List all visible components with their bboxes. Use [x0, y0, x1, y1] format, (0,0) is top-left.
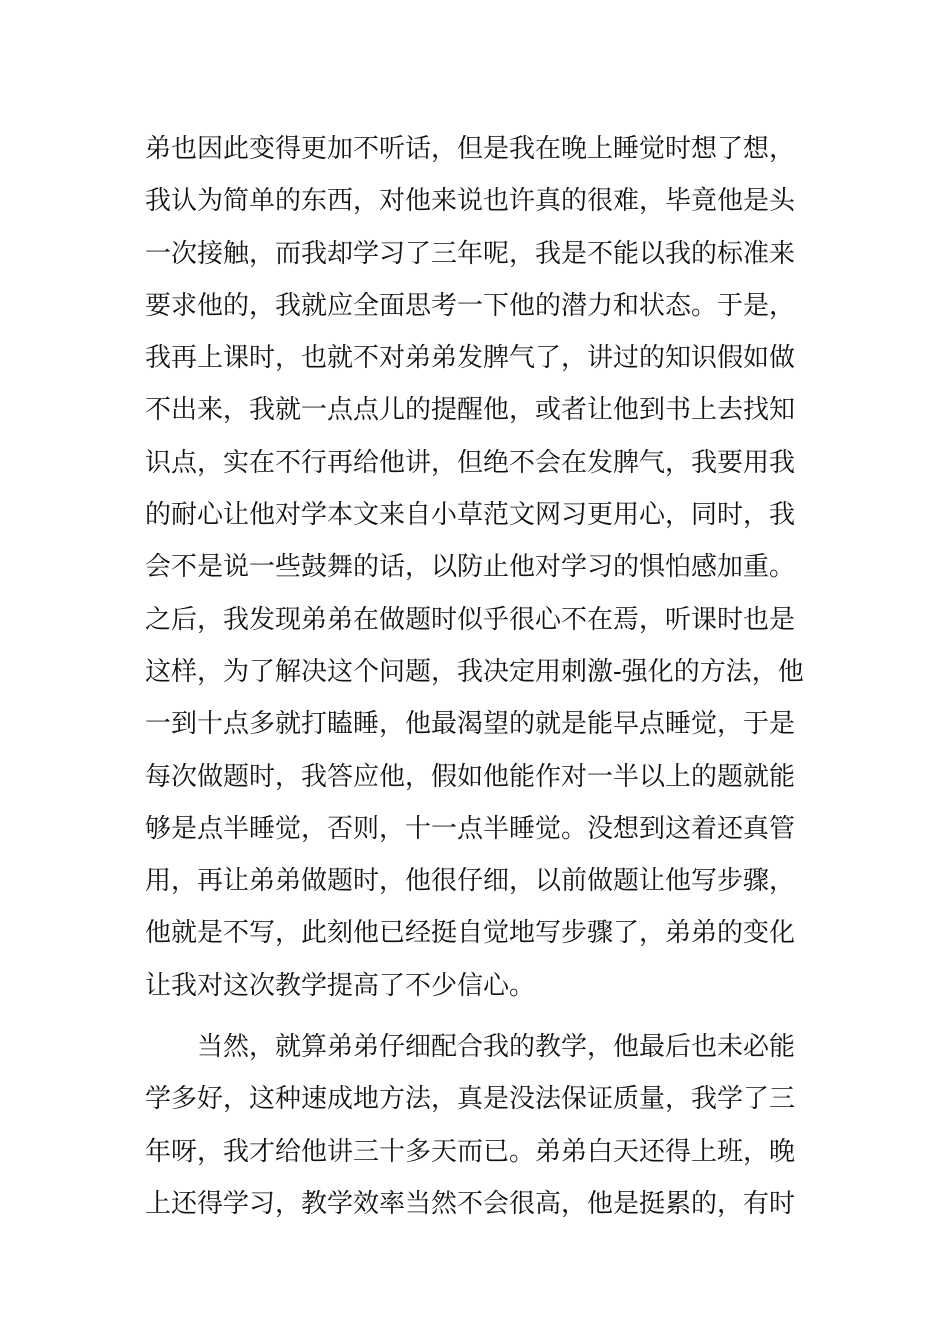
text-line: 我再上课时，也就不对弟弟发脾气了，讲过的知识假如做	[145, 343, 796, 374]
text-line: 之后，我发现弟弟在做题时似乎很心不在焉，听课时也是	[145, 604, 796, 635]
text-line: 我认为简单的东西，对他来说也许真的很难，毕竟他是头	[145, 186, 796, 217]
text-line: 会不是说一些鼓舞的话，以防止他对学习的惧怕感加重。	[145, 552, 796, 583]
text-line: 用，再让弟弟做题时，他很仔细，以前做题让他写步骤，	[145, 866, 796, 897]
text-line: 让我对这次教学提高了不少信心。	[145, 970, 536, 1001]
text-line: 要求他的，我就应全面思考一下他的潜力和状态。于是，	[145, 290, 796, 321]
text-line: 这样，为了解决这个问题，我决定用刺激-强化的方法，他	[145, 656, 804, 687]
text-line: 的耐心让他对学本文来自小草范文网习更用心，同时，我	[145, 500, 796, 531]
text-line: 一次接触，而我却学习了三年呢，我是不能以我的标准来	[145, 238, 796, 269]
text-line: 够是点半睡觉，否则，十一点半睡觉。没想到这着还真管	[145, 813, 796, 844]
text-line: 弟也因此变得更加不听话，但是我在晚上睡觉时想了想，	[145, 134, 796, 164]
text-line: 识点，实在不行再给他讲，但绝不会在发脾气，我要用我	[145, 447, 796, 478]
paragraph-2	[145, 1021, 815, 1230]
text-line: 上还得学习，教学效率当然不会很高，他是挺累的，有时	[145, 1188, 796, 1219]
paragraph-1	[145, 123, 815, 1012]
text-line: 每次做题时，我答应他，假如他能作对一半以上的题就能	[145, 761, 796, 792]
text-line: 学多好，这种速成地方法，真是没法保证质量，我学了三	[145, 1084, 796, 1115]
text-line: 当然，就算弟弟仔细配合我的教学，他最后也未必能	[145, 1032, 796, 1062]
text-line: 他就是不写，此刻他已经挺自觉地写步骤了，弟弟的变化	[145, 918, 796, 949]
text-line: 年呀，我才给他讲三十多天而已。弟弟白天还得上班，晚	[145, 1136, 796, 1167]
text-line: 一到十点多就打瞌睡，他最渴望的就是能早点睡觉，于是	[145, 709, 796, 740]
text-line: 不出来，我就一点点儿的提醒他，或者让他到书上去找知	[145, 395, 796, 426]
